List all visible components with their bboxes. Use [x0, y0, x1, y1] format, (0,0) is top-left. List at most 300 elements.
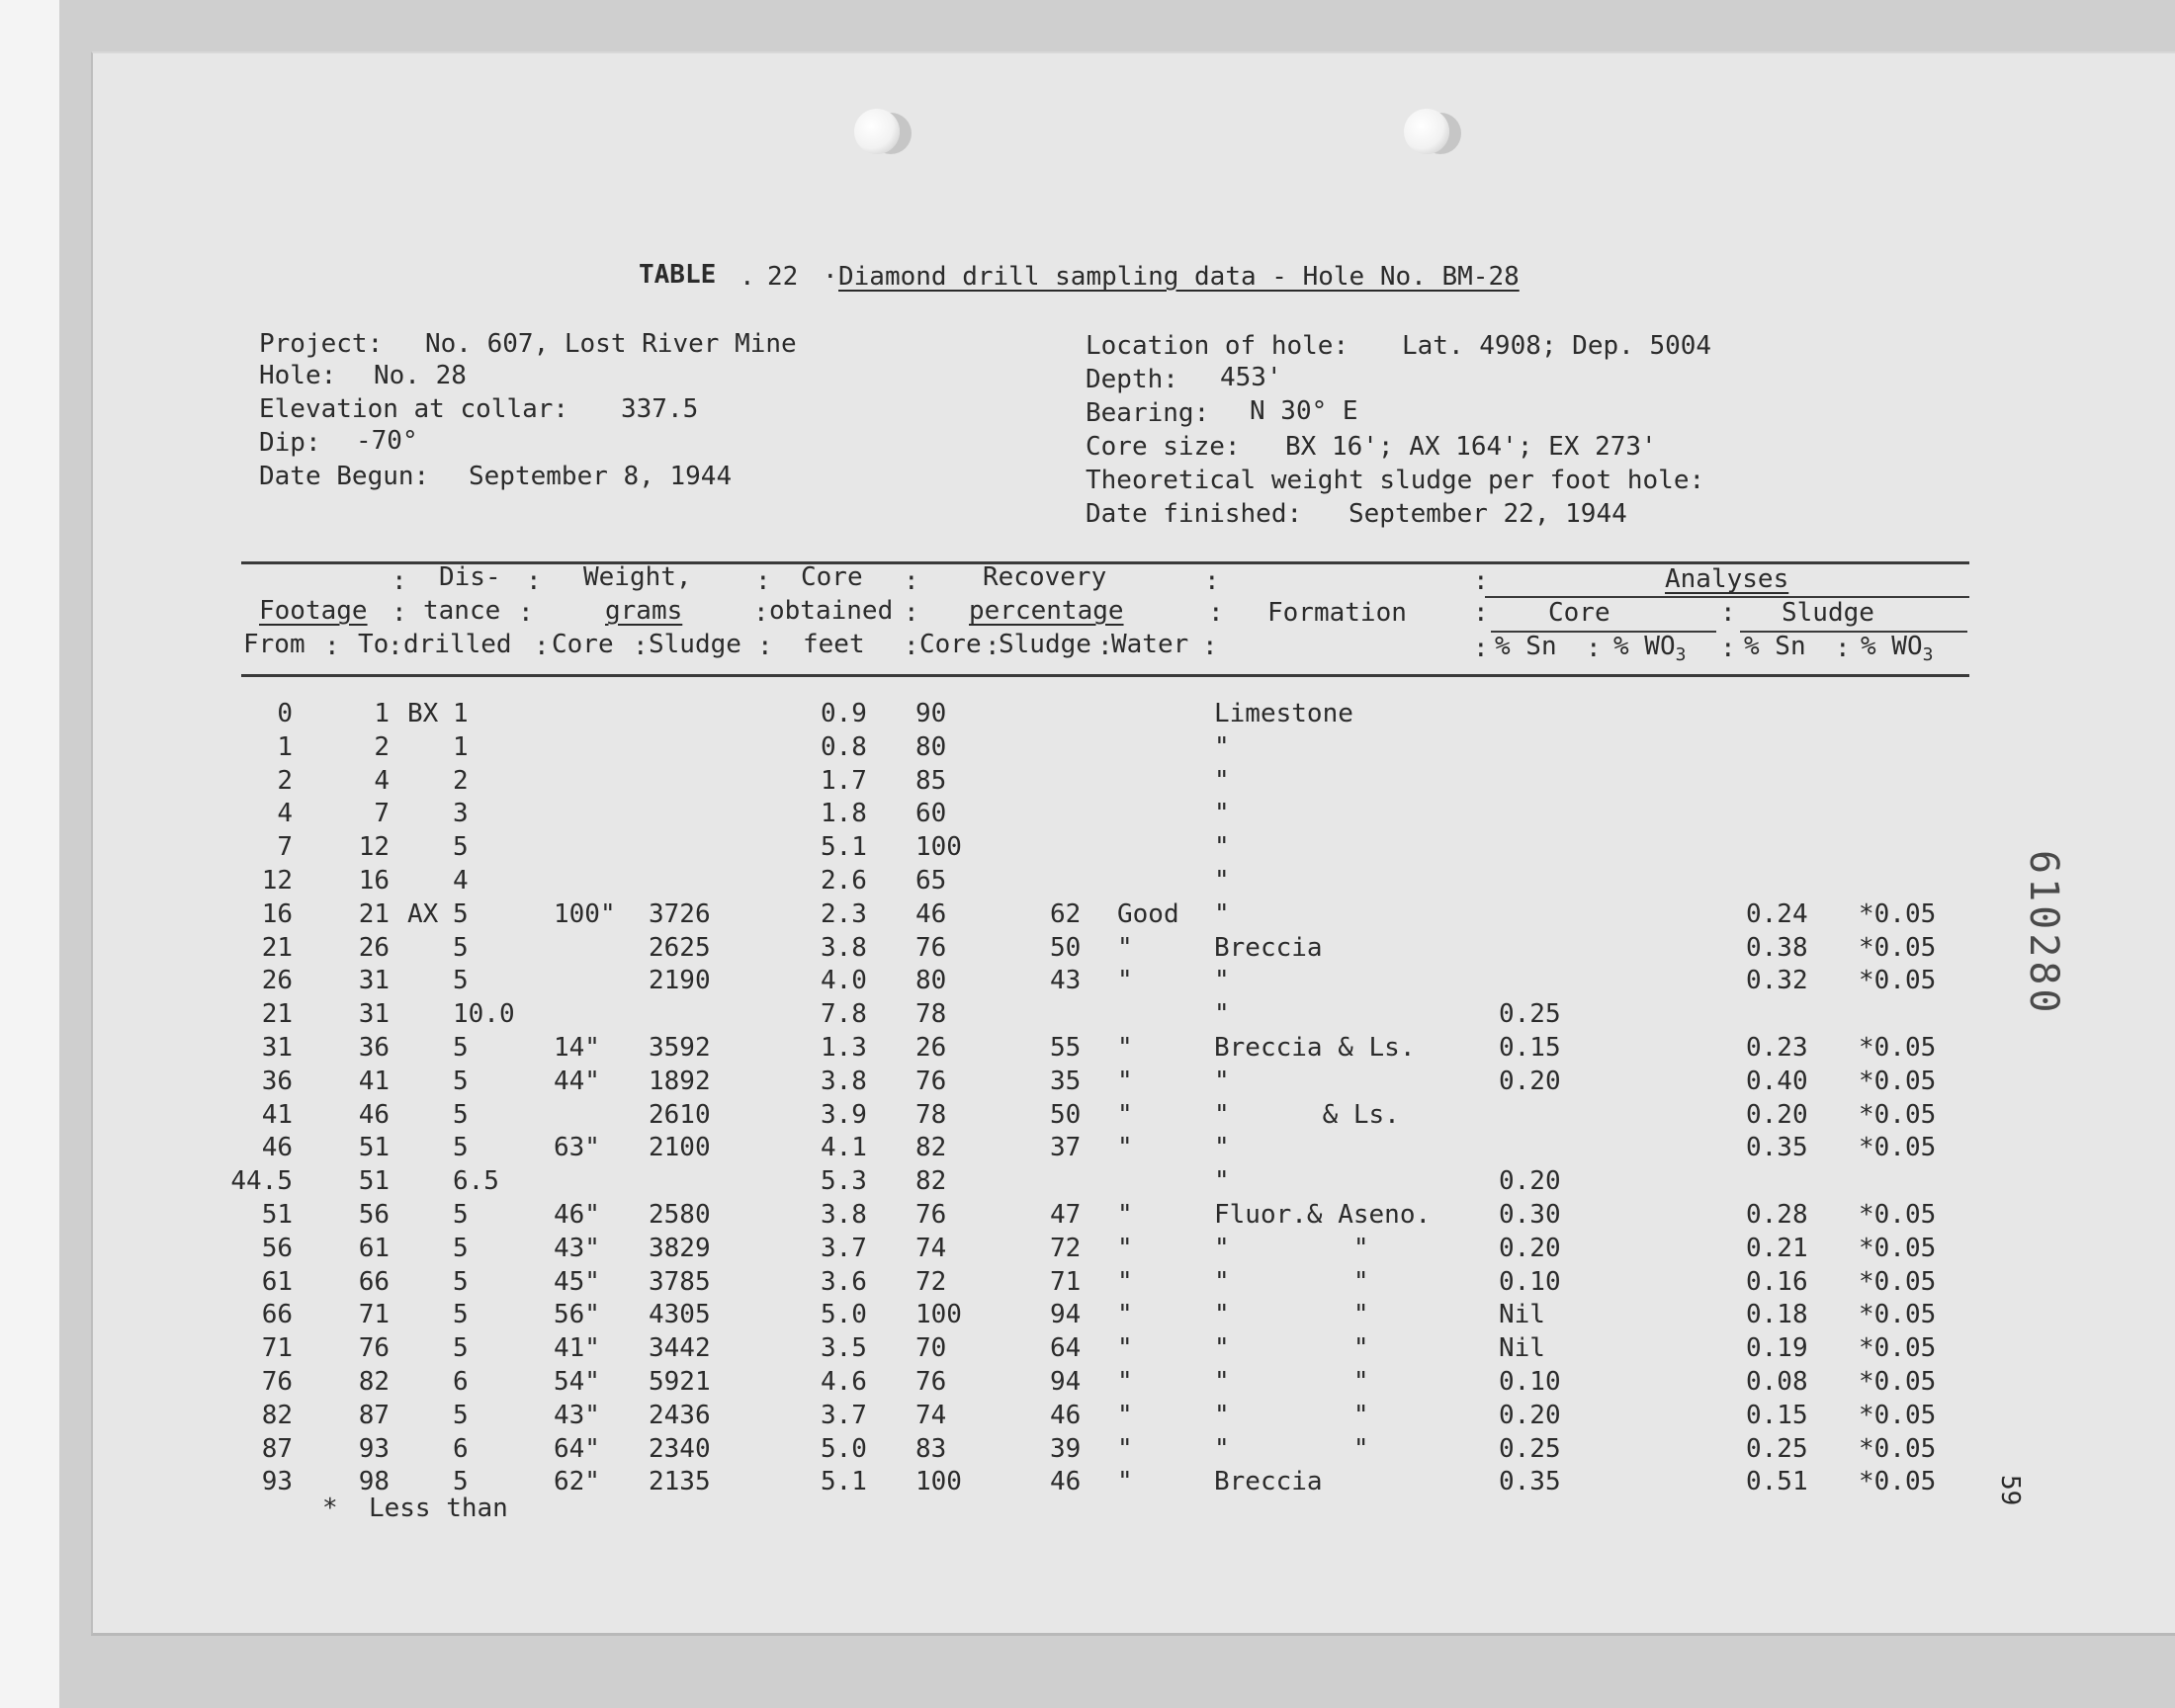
cell-w-sludge: 5921	[649, 1367, 711, 1397]
cell-r-core: 76	[915, 932, 947, 963]
cell-r-sludge: 37	[1050, 1133, 1082, 1163]
cell-size: AX	[407, 898, 439, 929]
cell-s-sn: 0.25	[1746, 1433, 1808, 1464]
header-sep: :	[1473, 598, 1489, 628]
cell-formation: Breccia & Ls.	[1214, 1033, 1416, 1063]
cell-r-core: 100	[915, 832, 962, 863]
cell-to: 1	[374, 699, 390, 728]
cell-formation: "	[1214, 832, 1230, 863]
cell-core-ft: 2.6	[821, 866, 867, 896]
cell-r-water: "	[1117, 1033, 1133, 1063]
cell-core-ft: 7.8	[821, 999, 867, 1030]
cell-core-ft: 0.8	[821, 731, 867, 762]
cell-r-water: "	[1117, 1099, 1133, 1130]
header-sep: :	[755, 566, 771, 596]
cell-drilled: 10.0	[453, 999, 515, 1030]
cell-core-ft: 5.0	[821, 1433, 867, 1464]
header-analyses: Analyses	[1665, 564, 1789, 594]
cell-from: 7	[277, 832, 293, 863]
header-sep: :	[904, 632, 919, 661]
cell-to: 12	[358, 832, 390, 863]
cell-s-sn: 0.24	[1746, 898, 1808, 929]
cell-w-sludge: 2625	[649, 932, 711, 963]
cell-r-water: "	[1117, 1133, 1133, 1163]
meta-core-size-label: Core size:	[1086, 432, 1241, 462]
header-sep: :	[518, 598, 534, 628]
cell-formation: " "	[1214, 1233, 1369, 1263]
cell-drilled: 5	[453, 1266, 469, 1297]
header-sep: :	[1097, 632, 1113, 661]
meta-depth-value: 453'	[1220, 363, 1282, 392]
cell-w-sludge: 4305	[649, 1300, 711, 1330]
header-recovery-water: Water	[1111, 630, 1189, 659]
cell-c-sn: 0.15	[1499, 1033, 1561, 1063]
header-percentage: percentage	[969, 596, 1124, 626]
cell-w-sludge: 2190	[649, 966, 711, 996]
cell-r-water: "	[1117, 1467, 1133, 1497]
cell-to: 98	[358, 1467, 390, 1497]
header-sep: :	[392, 566, 407, 596]
cell-c-sn: 0.20	[1499, 1233, 1561, 1263]
footnote: * Less than	[322, 1494, 508, 1523]
cell-core-ft: 5.0	[821, 1300, 867, 1330]
meta-core-size-value: BX 16'; AX 164'; EX 273'	[1285, 432, 1657, 462]
cell-w-core: 43"	[554, 1233, 600, 1263]
header-sep: :	[633, 632, 649, 661]
cell-drilled: 1	[453, 731, 469, 762]
cell-drilled: 5	[453, 1033, 469, 1063]
header-sep: :	[1720, 634, 1736, 663]
cell-r-sludge: 72	[1050, 1233, 1082, 1263]
cell-drilled: 6.5	[453, 1166, 499, 1197]
cell-w-sludge: 3829	[649, 1233, 711, 1263]
cell-to: 41	[358, 1066, 390, 1096]
cell-r-water: "	[1117, 1433, 1133, 1464]
header-sep: :	[1473, 566, 1489, 596]
header-grams: grams	[605, 596, 683, 626]
cell-to: 51	[358, 1133, 390, 1163]
cell-s-wo3: *0.05	[1859, 1133, 1937, 1163]
cell-formation: "	[1214, 799, 1230, 829]
cell-r-water: "	[1117, 1300, 1133, 1330]
cell-from: 41	[261, 1099, 293, 1130]
cell-r-sludge: 46	[1050, 1467, 1082, 1497]
header-sep: :	[904, 598, 919, 628]
cell-from: 46	[261, 1133, 293, 1163]
header-recovery-core: Core	[919, 630, 982, 659]
meta-location-label: Location of hole:	[1086, 331, 1349, 361]
header-core-sn: % Sn	[1495, 632, 1557, 661]
cell-w-sludge: 2135	[649, 1467, 711, 1497]
cell-core-ft: 3.9	[821, 1099, 867, 1130]
cell-drilled: 6	[453, 1433, 469, 1464]
cell-formation: Breccia	[1214, 1467, 1323, 1497]
cell-r-core: 65	[915, 866, 947, 896]
header-sludge-sn: % Sn	[1744, 632, 1806, 661]
cell-to: 26	[358, 932, 390, 963]
header-recovery-sludge: Sludge	[999, 630, 1091, 659]
cell-from: 2	[277, 765, 293, 796]
cell-core-ft: 3.7	[821, 1233, 867, 1263]
cell-r-core: 74	[915, 1233, 947, 1263]
header-sep: :	[753, 598, 769, 628]
header-sep: :	[1586, 634, 1602, 663]
cell-formation: "	[1214, 1166, 1230, 1197]
cell-from: 76	[261, 1367, 293, 1397]
punch-hole-left	[854, 109, 900, 154]
cell-w-core: 44"	[554, 1066, 600, 1096]
cell-formation: Fluor.& Aseno.	[1214, 1200, 1432, 1230]
cell-s-wo3: *0.05	[1859, 1300, 1937, 1330]
cell-r-core: 46	[915, 898, 947, 929]
cell-w-sludge: 3442	[649, 1333, 711, 1364]
cell-core-ft: 5.1	[821, 1467, 867, 1497]
cell-drilled: 5	[453, 1200, 469, 1230]
meta-hole-label: Hole:	[259, 361, 337, 390]
cell-s-sn: 0.18	[1746, 1300, 1808, 1330]
cell-c-sn: 0.25	[1499, 1433, 1561, 1464]
cell-from: 1	[277, 731, 293, 762]
cell-c-sn: Nil	[1499, 1333, 1545, 1364]
cell-size: BX	[407, 699, 439, 728]
cell-s-wo3: *0.05	[1859, 1233, 1937, 1263]
header-sep: :	[1204, 566, 1220, 596]
cell-w-core: 64"	[554, 1433, 600, 1464]
cell-s-wo3: *0.05	[1859, 1066, 1937, 1096]
cell-w-core: 46"	[554, 1200, 600, 1230]
cell-w-core: 62"	[554, 1467, 600, 1497]
meta-elevation-label: Elevation at collar:	[259, 394, 569, 424]
cell-r-sludge: 43	[1050, 966, 1082, 996]
header-bottom-rule	[241, 674, 1969, 677]
cell-s-wo3: *0.05	[1859, 1333, 1937, 1364]
header-analyses-core: Core	[1548, 598, 1610, 628]
cell-s-wo3: *0.05	[1859, 1400, 1937, 1430]
cell-r-water: "	[1117, 1367, 1133, 1397]
cell-w-sludge: 1892	[649, 1066, 711, 1096]
cell-r-core: 80	[915, 966, 947, 996]
cell-s-sn: 0.16	[1746, 1266, 1808, 1297]
cell-core-ft: 5.1	[821, 832, 867, 863]
cell-c-sn: 0.30	[1499, 1200, 1561, 1230]
cell-to: 82	[358, 1367, 390, 1397]
cell-formation: "	[1214, 966, 1230, 996]
cell-r-core: 76	[915, 1367, 947, 1397]
meta-depth-label: Depth:	[1086, 365, 1178, 394]
cell-r-water: "	[1117, 1200, 1133, 1230]
cell-from: 0	[277, 699, 293, 728]
cell-s-sn: 0.08	[1746, 1367, 1808, 1397]
header-sep: :	[1473, 634, 1489, 663]
cell-s-wo3: *0.05	[1859, 898, 1937, 929]
cell-core-ft: 3.8	[821, 1200, 867, 1230]
cell-c-sn: 0.35	[1499, 1467, 1561, 1497]
cell-r-core: 80	[915, 731, 947, 762]
cell-r-core: 82	[915, 1166, 947, 1197]
cell-r-core: 78	[915, 1099, 947, 1130]
header-feet: feet	[803, 630, 865, 659]
cell-s-wo3: *0.05	[1859, 1367, 1937, 1397]
subscript: 3	[1675, 644, 1687, 666]
cell-r-water: "	[1117, 1266, 1133, 1297]
cell-r-water: "	[1117, 1066, 1133, 1096]
cell-from: 4	[277, 799, 293, 829]
cell-to: 51	[358, 1166, 390, 1197]
cell-to: 16	[358, 866, 390, 896]
punch-hole-right	[1404, 109, 1449, 154]
header-sep: :	[757, 632, 773, 661]
meta-date-begun-label: Date Begun:	[259, 462, 430, 491]
header-weight-1: Weight,	[583, 562, 692, 592]
cell-from: 31	[261, 1033, 293, 1063]
header-weight-sludge: Sludge	[649, 630, 741, 659]
cell-formation: " "	[1214, 1400, 1369, 1430]
cell-c-sn: Nil	[1499, 1300, 1545, 1330]
header-sep: :	[1835, 634, 1851, 663]
cell-s-sn: 0.20	[1746, 1099, 1808, 1130]
cell-w-core: 41"	[554, 1333, 600, 1364]
cell-w-core: 43"	[554, 1400, 600, 1430]
cell-to: 56	[358, 1200, 390, 1230]
cell-core-ft: 3.6	[821, 1266, 867, 1297]
cell-drilled: 4	[453, 866, 469, 896]
cell-r-core: 100	[915, 1467, 962, 1497]
cell-drilled: 5	[453, 1333, 469, 1364]
cell-s-wo3: *0.05	[1859, 1033, 1937, 1063]
cell-formation: "	[1214, 1133, 1230, 1163]
header-drilled: drilled	[403, 630, 512, 659]
cell-to: 87	[358, 1400, 390, 1430]
header-sep: :	[1202, 632, 1218, 661]
header-sep: :	[534, 632, 550, 661]
cell-from: 87	[261, 1433, 293, 1464]
meta-bearing-label: Bearing:	[1086, 398, 1210, 428]
cell-formation: "	[1214, 999, 1230, 1030]
cell-s-sn: 0.40	[1746, 1066, 1808, 1096]
cell-core-ft: 4.6	[821, 1367, 867, 1397]
meta-elevation-value: 337.5	[621, 394, 699, 424]
meta-dip-value: -70°	[356, 426, 418, 456]
cell-r-core: 100	[915, 1300, 962, 1330]
cell-s-wo3: *0.05	[1859, 932, 1937, 963]
meta-date-finished-label: Date finished:	[1086, 499, 1303, 529]
cell-to: 4	[374, 765, 390, 796]
title-dot: ·	[823, 262, 838, 292]
cell-s-wo3: *0.05	[1859, 1433, 1937, 1464]
cell-r-core: 74	[915, 1400, 947, 1430]
cell-from: 56	[261, 1233, 293, 1263]
cell-r-sludge: 35	[1050, 1066, 1082, 1096]
table-label-separator: .	[740, 262, 755, 292]
cell-r-water: Good	[1117, 898, 1179, 929]
cell-to: 71	[358, 1300, 390, 1330]
cell-s-wo3: *0.05	[1859, 1266, 1937, 1297]
cell-w-core: 100"	[554, 898, 616, 929]
header-core-1: Core	[801, 562, 863, 592]
cell-w-sludge: 3726	[649, 898, 711, 929]
cell-from: 71	[261, 1333, 293, 1364]
cell-drilled: 3	[453, 799, 469, 829]
cell-formation: "	[1214, 866, 1230, 896]
meta-project-value: No. 607, Lost River Mine	[425, 329, 797, 359]
cell-formation: "	[1214, 1066, 1230, 1096]
cell-drilled: 5	[453, 966, 469, 996]
cell-c-sn: 0.20	[1499, 1166, 1561, 1197]
cell-core-ft: 3.8	[821, 932, 867, 963]
cell-r-sludge: 50	[1050, 1099, 1082, 1130]
header-to: To	[358, 630, 390, 659]
cell-from: 44.5	[230, 1166, 293, 1197]
header-distance-2: tance	[423, 596, 501, 626]
cell-formation: " "	[1214, 1300, 1369, 1330]
cell-core-ft: 1.8	[821, 799, 867, 829]
cell-drilled: 5	[453, 1300, 469, 1330]
cell-to: 2	[374, 731, 390, 762]
cell-r-water: "	[1117, 966, 1133, 996]
cell-r-sludge: 71	[1050, 1266, 1082, 1297]
cell-w-sludge: 2580	[649, 1200, 711, 1230]
cell-r-core: 76	[915, 1066, 947, 1096]
cell-drilled: 5	[453, 1400, 469, 1430]
cell-formation: Breccia	[1214, 932, 1323, 963]
cell-drilled: 6	[453, 1367, 469, 1397]
cell-drilled: 5	[453, 1066, 469, 1096]
subscript: 3	[1922, 644, 1934, 666]
cell-to: 93	[358, 1433, 390, 1464]
header-core-wo3: % $WO_3$	[1613, 632, 1687, 666]
cell-to: 31	[358, 966, 390, 996]
cell-to: 46	[358, 1099, 390, 1130]
cell-core-ft: 3.7	[821, 1400, 867, 1430]
cell-w-sludge: 3785	[649, 1266, 711, 1297]
cell-formation: "	[1214, 898, 1230, 929]
page-number: 59	[1995, 1475, 2025, 1506]
cell-core-ft: 1.7	[821, 765, 867, 796]
cell-w-sludge: 2610	[649, 1099, 711, 1130]
cell-r-core: 90	[915, 699, 947, 728]
meta-bearing-value: N 30° E	[1250, 396, 1358, 426]
cell-core-ft: 5.3	[821, 1166, 867, 1197]
cell-r-sludge: 62	[1050, 898, 1082, 929]
cell-c-sn: 0.25	[1499, 999, 1561, 1030]
cell-from: 36	[261, 1066, 293, 1096]
meta-location-value: Lat. 4908; Dep. 5004	[1402, 331, 1712, 361]
cell-s-wo3: *0.05	[1859, 1200, 1937, 1230]
cell-c-sn: 0.10	[1499, 1266, 1561, 1297]
cell-core-ft: 4.0	[821, 966, 867, 996]
header-sep: :	[392, 598, 407, 628]
cell-formation: Limestone	[1214, 699, 1353, 728]
header-footage: Footage	[259, 596, 368, 626]
header-sep: :	[526, 566, 542, 596]
cell-w-core: 63"	[554, 1133, 600, 1163]
header-recovery-1: Recovery	[983, 562, 1107, 592]
meta-date-finished-value: September 22, 1944	[1348, 499, 1627, 529]
cell-r-core: 72	[915, 1266, 947, 1297]
cell-from: 26	[261, 966, 293, 996]
header-sludge-wo3: % $WO_3$	[1861, 632, 1934, 666]
cell-s-sn: 0.19	[1746, 1333, 1808, 1364]
cell-formation: " "	[1214, 1367, 1369, 1397]
cell-from: 21	[261, 999, 293, 1030]
cell-formation: " "	[1214, 1433, 1369, 1464]
cell-s-sn: 0.28	[1746, 1200, 1808, 1230]
header-sep: :	[324, 632, 340, 661]
header-sep: :	[985, 632, 1000, 661]
cell-w-core: 14"	[554, 1033, 600, 1063]
cell-from: 93	[261, 1467, 293, 1497]
cell-r-core: 83	[915, 1433, 947, 1464]
side-stamp-number: 610280	[2021, 850, 2066, 1017]
cell-r-core: 26	[915, 1033, 947, 1063]
cell-drilled: 2	[453, 765, 469, 796]
cell-drilled: 5	[453, 1099, 469, 1130]
scan-margin	[0, 0, 59, 1708]
cell-from: 61	[261, 1266, 293, 1297]
cell-from: 12	[261, 866, 293, 896]
cell-drilled: 5	[453, 1467, 469, 1497]
cell-r-sludge: 39	[1050, 1433, 1082, 1464]
cell-w-sludge: 2436	[649, 1400, 711, 1430]
cell-w-core: 54"	[554, 1367, 600, 1397]
cell-r-core: 70	[915, 1333, 947, 1364]
cell-w-core: 45"	[554, 1266, 600, 1297]
cell-c-sn: 0.20	[1499, 1066, 1561, 1096]
cell-core-ft: 3.8	[821, 1066, 867, 1096]
cell-s-wo3: *0.05	[1859, 1467, 1937, 1497]
cell-r-sludge: 47	[1050, 1200, 1082, 1230]
cell-formation: "	[1214, 731, 1230, 762]
cell-r-water: "	[1117, 1233, 1133, 1263]
header-analyses-sludge: Sludge	[1782, 598, 1874, 628]
header-sep: :	[1720, 598, 1736, 628]
cell-r-sludge: 94	[1050, 1300, 1082, 1330]
cell-s-sn: 0.21	[1746, 1233, 1808, 1263]
meta-theoretical-weight-label: Theoretical weight sludge per foot hole:	[1086, 466, 1705, 495]
cell-core-ft: 2.3	[821, 898, 867, 929]
cell-r-water: "	[1117, 1400, 1133, 1430]
cell-r-water: "	[1117, 1333, 1133, 1364]
cell-s-sn: 0.23	[1746, 1033, 1808, 1063]
cell-to: 7	[374, 799, 390, 829]
cell-core-ft: 0.9	[821, 699, 867, 728]
header-sep: :	[904, 566, 919, 596]
cell-to: 21	[358, 898, 390, 929]
cell-r-water: "	[1117, 932, 1133, 963]
cell-r-core: 85	[915, 765, 947, 796]
cell-c-sn: 0.20	[1499, 1400, 1561, 1430]
cell-to: 36	[358, 1033, 390, 1063]
cell-to: 31	[358, 999, 390, 1030]
cell-core-ft: 3.5	[821, 1333, 867, 1364]
meta-date-begun-value: September 8, 1944	[469, 462, 733, 491]
cell-drilled: 5	[453, 1133, 469, 1163]
cell-r-core: 76	[915, 1200, 947, 1230]
cell-s-sn: 0.32	[1746, 966, 1808, 996]
cell-drilled: 1	[453, 699, 469, 728]
table-label: TABLE	[639, 260, 717, 290]
cell-from: 16	[261, 898, 293, 929]
cell-to: 76	[358, 1333, 390, 1364]
cell-w-core: 56"	[554, 1300, 600, 1330]
cell-r-sludge: 94	[1050, 1367, 1082, 1397]
header-distance-1: Dis-	[439, 562, 501, 592]
cell-from: 51	[261, 1200, 293, 1230]
cell-drilled: 5	[453, 1233, 469, 1263]
cell-w-sludge: 3592	[649, 1033, 711, 1063]
table-number: 22	[767, 262, 799, 292]
cell-r-sludge: 55	[1050, 1033, 1082, 1063]
